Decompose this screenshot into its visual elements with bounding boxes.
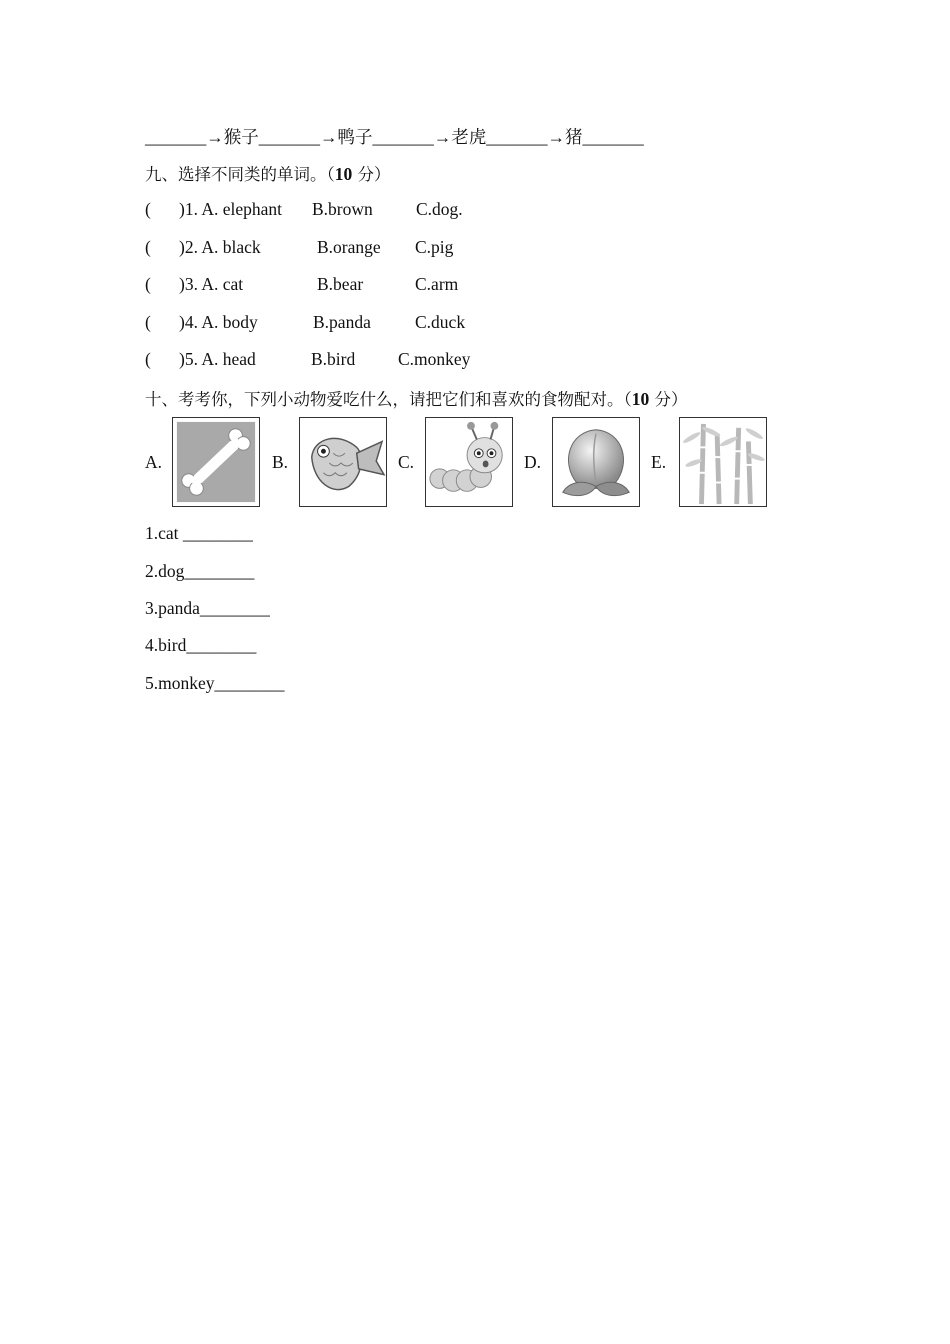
question-row: ( )2. A. black B.orange C.pig [145,237,454,257]
question-row: ( )1. A. elephant B.brown C.dog. [145,199,463,219]
option-label: A. [145,452,163,472]
caterpillar-icon [425,417,513,507]
answer-line: 4.bird________ [145,635,257,655]
question-row: ( )3. A. cat B.bear C.arm [145,274,459,294]
section10-heading: 十、考考你，下列小动物爱吃什么，请把它们和喜欢的食物配对。（10 分） [145,389,688,409]
bamboo-icon [679,417,767,507]
fish-icon [299,417,387,507]
option-label: C. [398,452,415,472]
question-row: ( )5. A. head B.bird C.monkey [145,349,471,369]
question-row: ( )4. A. body B.panda C.duck [145,312,466,332]
option-label: B. [272,452,289,472]
answer-line: 5.monkey________ [145,673,285,693]
answer-line: 1.cat ________ [145,523,253,543]
answer-line: 2.dog________ [145,561,255,581]
option-label: E. [651,452,667,472]
section9-heading: 九、选择不同类的单词。（10 分） [145,164,391,184]
option-label: D. [524,452,542,472]
answer-line: 3.panda________ [145,598,270,618]
peach-icon [552,417,640,507]
bone-icon [172,417,260,507]
animal-sequence: _______→猴子_______→鸭子_______→老虎_______→猪_______ [145,127,644,147]
